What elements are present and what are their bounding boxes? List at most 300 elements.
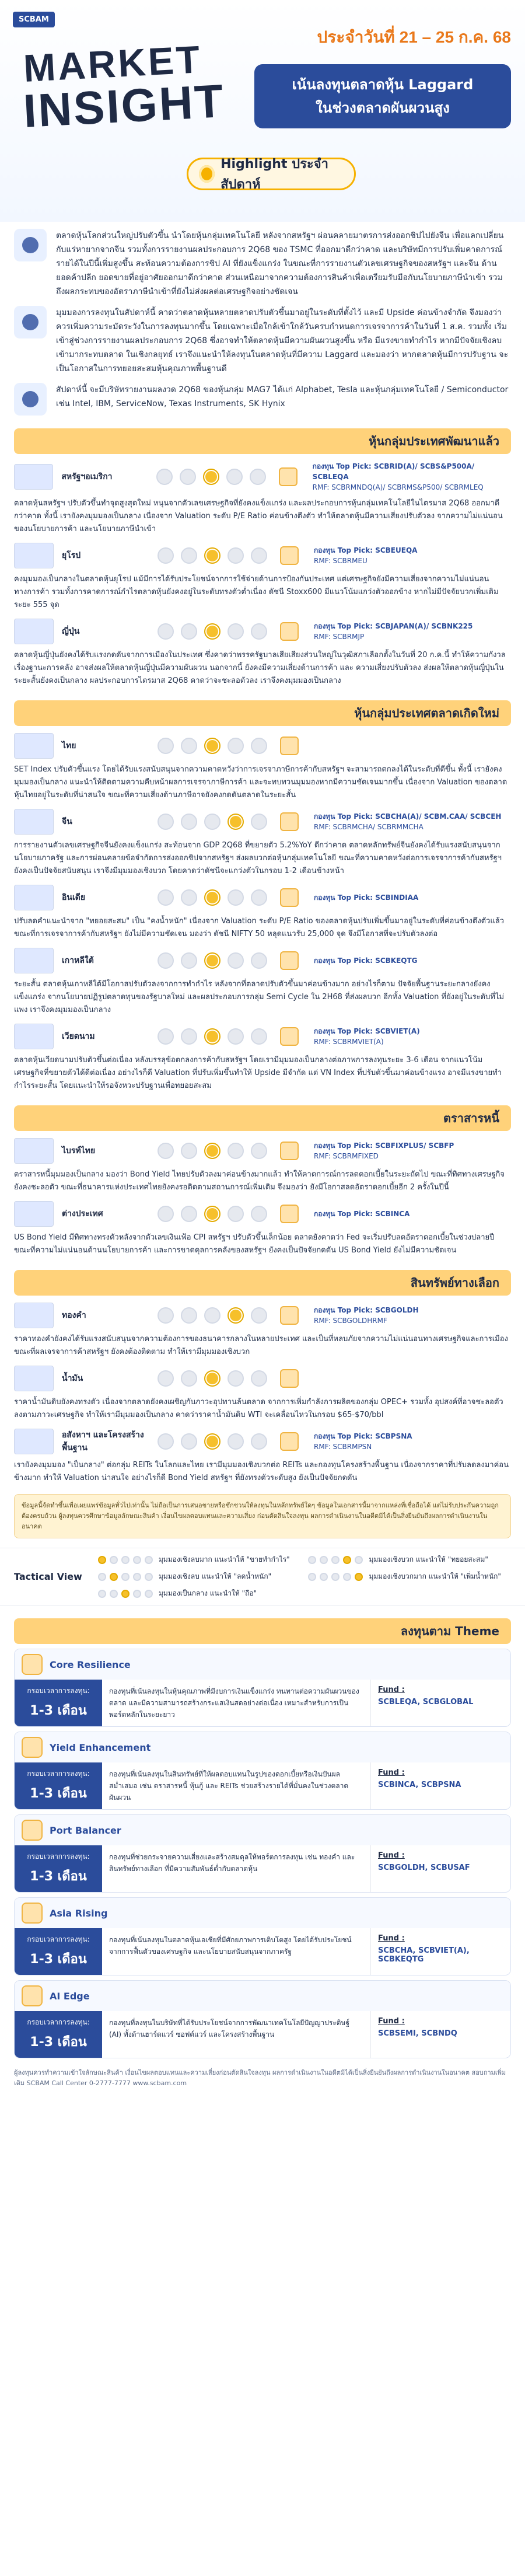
asset-item xyxy=(0,461,525,536)
theme-body xyxy=(15,1762,510,1809)
view-dot xyxy=(228,547,244,564)
legend-dot xyxy=(133,1556,141,1564)
brand-line1: MARKET xyxy=(22,37,204,90)
brand-logo: SCBAM xyxy=(13,12,55,27)
view-dot xyxy=(158,1433,174,1450)
asset-description: ระยะสั้น ตลาดหุ้นเกาหลีใต้มีโอกาสปรับตัวลงจากการทำกำไร หลังจากที่ตลาดปรับตัวขึ้นมาค่อนข้างมาก อย่างไรก็ตาม ปัจจัยพื้นฐานระยะกลางยังคงแข็งแกร่ง จากนโยบายปฏิรูปตลาดทุนของรัฐบาลใหม่ และผลประกอบการกลุ่ม Semi Cycle ใน 2H68 ที่ส่งผลบวก อีกทั้ง Valuation ที่ยังอยู่ในระดับที่ไม่แพง เราจึงคงมุมมองเป็นกลาง xyxy=(14,980,505,1014)
highlight-item xyxy=(14,306,511,376)
asset-description: ตราสารหนี้มุมมองเป็นกลาง มองว่า Bond Yield ไทยปรับตัวลงมาค่อนข้างมากแล้ว ทำให้คาดการณ์การลดดอกเบี้ยในระยะถัดไป ขณะที่ทิศทางเศรษฐกิจยังคงชะลอตัว ขณะที่ธนาคารแห่งประเทศไทยยังคงรอติดตามสถานการณ์เพิ่มเติม จึงมองว่า ยังมีโอกาสลดอัตราดอกเบี้ยอีก 2 ครั้งในปีนี้ xyxy=(14,1170,505,1192)
thumbs-up-icon xyxy=(280,546,299,565)
view-dot xyxy=(251,738,267,754)
view-meter xyxy=(158,1370,267,1387)
developed-list xyxy=(0,461,525,687)
legend-text: มุมมองเชิงลบมาก แนะนำให้ "ขายทำกำไร" xyxy=(159,1555,290,1563)
view-meter xyxy=(158,623,267,640)
legend-dot xyxy=(98,1590,106,1598)
legend-row xyxy=(308,1571,501,1582)
theme-card xyxy=(14,1980,511,2058)
view-meter xyxy=(158,1143,267,1159)
view-dot xyxy=(204,889,220,906)
asset-item xyxy=(0,809,525,878)
view-dot xyxy=(181,738,197,754)
theme-fund xyxy=(370,1845,510,1892)
fund-label: Fund : xyxy=(378,1768,405,1777)
section-bonds xyxy=(14,1105,511,1131)
theme-name: AI Edge xyxy=(50,1990,90,2002)
view-dot xyxy=(228,1028,244,1045)
legend-dot xyxy=(121,1573,130,1581)
thumbs-up-icon xyxy=(279,467,298,486)
legend-dot xyxy=(331,1573,340,1581)
flag-th xyxy=(14,733,54,759)
asset-name: อสังหาฯ และโครงสร้างพื้นฐาน xyxy=(62,1430,144,1453)
thumbs-up-icon xyxy=(280,812,299,831)
legend-dot xyxy=(308,1556,316,1564)
section-title: หุ้นกลุ่มประเทศพัฒนาแล้ว xyxy=(369,432,499,451)
theme-description: กองทุนที่เน้นลงทุนในตลาดหุ้นเอเชียที่มีศักยภาพการเติบโตสูง โดยได้รับประโยชน์จากการฟื้นตัวของเศรษฐกิจ และนโยบายสนับสนุนจากภาครัฐ xyxy=(109,1936,352,1956)
theme-body xyxy=(15,1845,510,1892)
top-pick-line2: RMF: SCBGOLDHRMF xyxy=(314,1317,387,1325)
view-meter xyxy=(158,738,267,754)
asset-item xyxy=(0,1201,525,1257)
period-label: กรอบเวลาการลงทุน: xyxy=(27,1852,90,1861)
view-dot xyxy=(228,1370,244,1387)
highlight-label: Highlight ประจำสัปดาห์ xyxy=(220,157,328,192)
view-dot xyxy=(251,1206,267,1222)
legend-dot xyxy=(133,1573,141,1581)
view-meter xyxy=(156,469,266,485)
legend-dot xyxy=(145,1590,153,1598)
top-pick-line1: กองทุน Top Pick: SCBEUEQA xyxy=(314,546,418,554)
bulb-icon xyxy=(199,165,215,183)
period-value: 1-3 เดือน xyxy=(30,2035,87,2050)
highlight-item xyxy=(14,229,511,299)
legend-dot xyxy=(110,1556,118,1564)
disclaimer: ข้อมูลนี้จัดทำขึ้นเพื่อเผยแพร่ข้อมูลทั่วไปเท่านั้น ไม่ถือเป็นการเสนอขายหรือชักชวนให้ลงทุนในหลักทรัพย์ใดๆ ข้อมูลในเอกสารนี้มาจากแหล่งที่เชื่อถือได้ แต่ไม่รับประกันความถูกต้องครบถ้วน ผู้ลงทุนควรศึกษาข้อมูลลักษณะสินค้า เงื่อนไขผลตอบแทนและความเสี่ยง ก่อนตัดสินใจลงทุน ผลการดำเนินงานในอดีตมิได้เป็นสิ่งยืนยันถึงผลการดำเนินงานในอนาคต xyxy=(14,1494,511,1538)
top-picks xyxy=(314,955,418,966)
fund-list: SCBINCA, SCBPSNA xyxy=(378,1781,461,1789)
period-label: กรอบเวลาการลงทุน: xyxy=(27,1687,90,1695)
asset-description: ราคาน้ำมันดิบยังคงทรงตัว เนื่องจากตลาดยังคงเผชิญกับภาวะอุปทานล้นตลาด จากการเพิ่มกำลังการผลิตของกลุ่ม OPEC+ รวมทั้ง อุปสงค์ที่อาจชะลอตัวลงตามภาวะเศรษฐกิจ ทำให้เรามีมุมมองเป็นกลาง คาดว่าราคาน้ำมันดิบ WTI จะเคลื่อนไหวในกรอบ $65-$70/bbl xyxy=(14,1398,503,1419)
view-dot xyxy=(251,1370,267,1387)
legend-meter xyxy=(308,1556,363,1564)
asset-description: ตลาดหุ้นสหรัฐฯ ปรับตัวขึ้นทำจุดสูงสุดใหม่ หนุนจากตัวเลขเศรษฐกิจที่ยังคงแข็งแกร่ง และผลประกอบการหุ้นกลุ่มเทคโนโลยีในไตรมาส 2Q68 ออกมาดีกว่าคาด ทั้งนี้ เรายังคงมุมมองเป็นกลาง เนื่องจาก Valuation ระดับ P/E Ratio ค่อนข้างตึงตัว ทำให้ตลาดหุ้นมีความเสี่ยงปรับตัวลง จากความไม่แน่นอนของนโยบายการค้า และนโยบายภาษีนำเข้า xyxy=(14,499,503,533)
asset-name: เวียดนาม xyxy=(62,1032,95,1041)
view-dot xyxy=(158,814,174,830)
view-dot xyxy=(251,1028,267,1045)
theme-period xyxy=(15,1845,102,1892)
view-dot xyxy=(228,1307,244,1324)
thumbs-up-icon xyxy=(280,737,299,755)
bank-icon xyxy=(14,306,47,338)
fund-list: SCBGOLDH, SCBUSAF xyxy=(378,1863,470,1872)
legend-dot xyxy=(121,1556,130,1564)
top-pick-line1: กองทุน Top Pick: SCBINCA xyxy=(314,1210,410,1218)
view-dot xyxy=(203,469,219,485)
theme-name: Yield Enhancement xyxy=(50,1741,151,1753)
section-themes xyxy=(14,1618,511,1644)
brand-title xyxy=(22,37,226,137)
theme-name: Asia Rising xyxy=(50,1907,108,1919)
view-dot xyxy=(204,814,220,830)
thumbs-up-icon xyxy=(280,1369,299,1388)
legend-dot xyxy=(320,1556,328,1564)
rising-arrow-icon xyxy=(22,1903,43,1924)
top-pick-line2: RMF: SCBRMFIXED xyxy=(314,1152,379,1160)
flag-cn xyxy=(14,809,54,835)
legend-text: มุมมองเชิงบวกมาก แนะนำให้ "เพิ่มน้ำหนัก" xyxy=(369,1572,501,1580)
thumbs-up-icon xyxy=(280,622,299,641)
top-pick-line1: กองทุน Top Pick: SCBJAPAN(A)/ SCBNK225 xyxy=(314,622,473,630)
section-emerging xyxy=(14,700,511,726)
legend-dot xyxy=(343,1573,351,1581)
view-dot xyxy=(158,1307,174,1324)
period-label: กรอบเวลาการลงทุน: xyxy=(27,1769,90,1778)
asset-name: เกาหลีใต้ xyxy=(62,956,94,965)
asset-row xyxy=(14,543,511,568)
view-meter xyxy=(158,952,267,969)
top-picks xyxy=(314,1140,454,1161)
period-value: 1-3 เดือน xyxy=(30,1952,87,1967)
top-picks xyxy=(314,1305,419,1326)
view-dot xyxy=(204,547,220,564)
asset-row xyxy=(14,1366,511,1391)
theme-box xyxy=(254,64,511,128)
view-dot xyxy=(251,623,267,640)
view-dot xyxy=(228,952,244,969)
top-pick-line1: กองทุน Top Pick: SCBCHA(A)/ SCBM.CAA/ SCBCEH xyxy=(314,812,502,821)
flag-jp xyxy=(14,619,54,644)
asset-row xyxy=(14,1138,511,1164)
coin-icon xyxy=(22,1737,43,1758)
view-dot xyxy=(180,469,196,485)
legend-text: มุมมองเชิงลบ แนะนำให้ "ลดน้ำหนัก" xyxy=(159,1572,272,1580)
asset-item xyxy=(0,543,525,612)
view-dot xyxy=(228,1206,244,1222)
tactical-label: Tactical View xyxy=(14,1571,82,1582)
gold-icon xyxy=(14,1303,54,1328)
highlight-list xyxy=(0,229,525,416)
view-dot xyxy=(181,547,197,564)
legend-dot xyxy=(110,1590,118,1598)
top-picks xyxy=(314,545,417,566)
theme-header xyxy=(15,1898,510,1928)
section-title: ตราสารหนี้ xyxy=(443,1109,499,1128)
view-dot xyxy=(251,1433,267,1450)
legend-row xyxy=(98,1588,290,1599)
emerging-list xyxy=(0,733,525,1092)
period-value: 1-3 เดือน xyxy=(30,1704,87,1718)
theme-line1: เน้นลงทุนตลาดหุ้น Laggard xyxy=(292,76,474,93)
asset-name: ไบรท์ไทย xyxy=(62,1146,96,1156)
top-pick-line2: RMF: SCBRMJP xyxy=(314,633,365,641)
fund-list: SCBLEQA, SCBGLOBAL xyxy=(378,1698,474,1706)
flag-world xyxy=(14,1201,54,1227)
asset-description: ตลาดหุ้นเวียดนามปรับตัวขึ้นต่อเนื่อง หลังบรรลุข้อตกลงการค้ากับสหรัฐฯ โดยเรามีมุมมองเป็นกลางต่อภาพการลงทุนระยะ 3-6 เดือน จากแนวโน้มเศรษฐกิจที่ขยายตัวได้ดีต่อเนื่อง อย่างไรก็ดี Valuation ที่ปรับเพิ่มขึ้นทำให้ Upside มีจำกัด แต่ VN Index ที่ปรับตัวขึ้นมาค่อนข้างแรง อาจมีแรงขายทำกำไรระยะสั้น โดยแนะนำให้รอจังหวะปรับฐานเพื่อทยอยสะสม xyxy=(14,1056,502,1090)
view-dot xyxy=(158,1370,174,1387)
section-title: ลงทุนตาม Theme xyxy=(400,1624,499,1638)
view-dot xyxy=(181,814,197,830)
asset-item xyxy=(0,1024,525,1092)
view-dot xyxy=(181,1307,197,1324)
view-dot xyxy=(181,1370,197,1387)
top-picks xyxy=(314,621,473,642)
legend-row xyxy=(98,1554,290,1565)
theme-fund xyxy=(370,2011,510,2058)
view-dot xyxy=(181,1028,197,1045)
balance-icon xyxy=(22,1820,43,1841)
calendar-icon xyxy=(14,383,47,416)
view-dot xyxy=(228,1433,244,1450)
view-dot xyxy=(204,623,220,640)
highlight-text: มุมมองการลงทุนในสัปดาห์นี้ คาดว่าตลาดหุ้นหลายตลาดปรับตัวขึ้นมาอยู่ในระดับที่ตั้งไว้ และมี Upside ค่อนข้างจำกัด จึงมองว่า ควรเพิ่มความระมัดระวังในการลงทุนมากขึ้น โดยเฉพาะเมื่อใกล้เข้าใกล้วันครบกำหนดการเจรจาการค้าในวันที่ 1 ส.ค. รวมทั้ง เริ่มเข้าสู่ช่วงการรายงานผลประกอบการ 2Q68 ซึ่งอาจทำให้ตลาดหุ้นมีความผันผวนสูงขึ้น หรือ มีแรงขายทำกำไร หากมีปัจจัยเชิงลบเข้ามากระทบตลาด ในเชิงกลยุทธ์ เราจึงแนะนำให้ลงทุนในตลาดหุ้นที่มีความ Laggard และมองว่า หากตลาดหุ้นมีการปรับฐาน จะเป็นโอกาสในการทยอยสะสมหุ้นคุณภาพพื้นฐานดี xyxy=(56,308,509,374)
legend-meter xyxy=(308,1573,363,1581)
view-dot xyxy=(158,1028,174,1045)
legend-dot xyxy=(145,1556,153,1564)
theme-body xyxy=(15,1680,510,1726)
legend-dot xyxy=(145,1573,153,1581)
brand-line2: INSIGHT xyxy=(22,75,226,137)
asset-row xyxy=(14,1303,511,1328)
fund-label: Fund : xyxy=(378,1685,405,1694)
theme-description: กองทุนที่เน้นลงทุนในสินทรัพย์ที่ให้ผลตอบแทนในรูปของดอกเบี้ยหรือเงินปันผลสม่ำเสมอ เช่น ตราสารหนี้ หุ้นกู้ และ REITs ช่วยสร้างรายได้ที่มั่นคงในช่วงตลาดผันผวน xyxy=(109,1770,349,1802)
asset-row xyxy=(14,733,511,759)
top-pick-line1: กองทุน Top Pick: SCBPSNA xyxy=(314,1432,412,1440)
top-pick-line1: กองทุน Top Pick: SCBKEQTG xyxy=(314,957,418,965)
view-dot xyxy=(158,547,174,564)
top-pick-line2: RMF: SCBRMNDQ(A)/ SCBRMS&P500/ SCBRMLEQ xyxy=(312,483,484,491)
view-dot xyxy=(181,1143,197,1159)
fund-list: SCBCHA, SCBVIET(A), SCBKEQTG xyxy=(378,1946,470,1964)
view-dot xyxy=(228,1143,244,1159)
top-pick-line1: กองทุน Top Pick: SCBFIXPLUS/ SCBFP xyxy=(314,1142,454,1150)
legend-meter xyxy=(98,1573,153,1581)
thumbs-up-icon xyxy=(280,951,299,970)
theme-fund xyxy=(370,1762,510,1809)
legend-row xyxy=(98,1571,290,1582)
asset-row xyxy=(14,1201,511,1227)
period-label: กรอบเวลาการลงทุน: xyxy=(27,1935,90,1943)
thumbs-up-icon xyxy=(280,888,299,907)
theme-name: Core Resilience xyxy=(50,1659,131,1670)
legend-dot xyxy=(355,1573,363,1581)
fund-label: Fund : xyxy=(378,1851,405,1860)
asset-name: จีน xyxy=(62,817,72,826)
view-dot xyxy=(251,952,267,969)
legend-row xyxy=(308,1554,501,1565)
flag-kr xyxy=(14,948,54,973)
thumbs-up-icon xyxy=(280,1306,299,1325)
view-dot xyxy=(204,1433,220,1450)
asset-item xyxy=(0,1429,525,1485)
view-dot xyxy=(181,889,197,906)
theme-header xyxy=(15,1981,510,2011)
view-meter xyxy=(158,814,267,830)
fund-list: SCBSEMI, SCBNDQ xyxy=(378,2029,457,2038)
shield-icon xyxy=(22,1654,43,1675)
legend-meter xyxy=(98,1590,153,1598)
footer: ผู้ลงทุนควรทำความเข้าใจลักษณะสินค้า เงื่อนไขผลตอบแทนและความเสี่ยงก่อนตัดสินใจลงทุน ผลการดำเนินงานในอดีตมิได้เป็นสิ่งยืนยันถึงผลการดำเนินงานในอนาคต สอบถามเพิ่มเติม SCBAM Call Center 0-2777-7777 www.scbam.com xyxy=(14,2069,506,2087)
theme-card xyxy=(14,1732,511,1810)
asset-name: ญี่ปุ่น xyxy=(62,627,80,636)
flag-vn xyxy=(14,1024,54,1049)
asset-item xyxy=(0,885,525,941)
view-dot xyxy=(204,738,220,754)
theme-period xyxy=(15,1680,102,1726)
themes-list xyxy=(0,1649,525,2058)
theme-description: กองทุนที่เน้นลงทุนในหุ้นคุณภาพที่มีงบการเงินแข็งแกร่ง ทนทานต่อความผันผวนของตลาด และมีความสามารถสร้างกระแสเงินสดอย่างต่อเนื่อง เหมาะสำหรับการเป็นพอร์ตหลักในระยะยาว xyxy=(109,1687,359,1719)
asset-row xyxy=(14,948,511,973)
view-dot xyxy=(228,814,244,830)
flag-us xyxy=(14,464,53,490)
view-dot xyxy=(228,889,244,906)
period-label: กรอบเวลาการลงทุน: xyxy=(27,2018,90,2026)
tactical-view xyxy=(0,1548,525,1605)
theme-card xyxy=(14,1649,511,1727)
tactical-legend xyxy=(98,1554,501,1599)
view-dot xyxy=(181,1433,197,1450)
theme-line2: ในช่วงตลาดผันผวนสูง xyxy=(316,100,450,116)
bonds-list xyxy=(0,1138,525,1257)
top-picks xyxy=(314,892,418,903)
asset-row xyxy=(14,619,511,644)
view-dot xyxy=(181,952,197,969)
theme-card xyxy=(14,1897,511,1975)
top-pick-line2: RMF: SCBRMEU xyxy=(314,557,368,565)
asset-name: ไทย xyxy=(62,741,76,751)
legend-dot xyxy=(98,1556,106,1564)
view-dot xyxy=(251,1307,267,1324)
period-value: 1-3 เดือน xyxy=(30,1786,87,1801)
section-title: สินทรัพย์ทางเลือก xyxy=(411,1273,499,1292)
view-dot xyxy=(204,1307,220,1324)
view-dot xyxy=(228,623,244,640)
alternatives-list xyxy=(0,1303,525,1485)
asset-description: SET Index ปรับตัวขึ้นแรง โดยได้รับแรงสนับสนุนจากความคาดหวังว่าการเจรจาภาษีการค้ากับสหรัฐฯ จะสามารถตกลงได้ในระดับที่ดีขึ้น ทั้งนี้ เรายังคงมุมมองเป็นกลาง แนะนำให้ติดตามความคืบหน้าผลการเจรจาภาษีการค้า และจะทบทวนมุมมองหากมีความชัดเจนมากขึ้น เนื่องจาก Valuation ของตลาดหุ้นไทยอยู่ในระดับที่น่าสนใจ ขณะที่ความเสี่ยงด้านภาษีอาจยังคงกดดันตลาดในระยะสั้น xyxy=(14,765,508,800)
section-developed xyxy=(14,428,511,454)
top-pick-line2: RMF: SCBRMCHA/ SCBRMMCHA xyxy=(314,823,424,831)
view-dot xyxy=(226,469,243,485)
top-picks xyxy=(314,1431,412,1452)
legend-text: มุมมองเป็นกลาง แนะนำให้ "ถือ" xyxy=(159,1589,257,1597)
top-pick-line1: กองทุน Top Pick: SCBVIET(A) xyxy=(314,1027,420,1035)
asset-name: น้ำมัน xyxy=(62,1374,83,1383)
top-picks xyxy=(314,1209,410,1219)
top-pick-line1: กองทุน Top Pick: SCBRID(A)/ SCBS&P500A/ SCBLEQA xyxy=(312,462,475,481)
theme-header xyxy=(15,1732,510,1762)
top-pick-line1: กองทุน Top Pick: SCBINDIAA xyxy=(314,893,419,902)
flag-in xyxy=(14,885,54,910)
view-dot xyxy=(204,1370,220,1387)
thumbs-up-icon xyxy=(280,1432,299,1451)
flag-th xyxy=(14,1138,54,1164)
asset-name: ต่างประเทศ xyxy=(62,1209,103,1219)
asset-name: ยุโรป xyxy=(62,551,81,560)
legend-text: มุมมองเชิงบวก แนะนำให้ "ทยอยสะสม" xyxy=(369,1555,488,1563)
asset-item xyxy=(0,1138,525,1194)
asset-description: ตลาดหุ้นญี่ปุ่นยังคงได้รับแรงกดดันจากการเมืองในประเทศ ซึ่งคาดว่าพรรครัฐบาลเสียเสียงส่วนใหญ่ในวุฒิสภาเลือกตั้งในวันที่ 20 ก.ค.นี้ ทำให้ความกังวลเรื่องฐานะการคลัง อาจส่งผลให้ตลาดหุ้นญี่ปุ่นมีความผันผวน นอกจากนี้ ยังคงมีความเสี่ยงด้านการค้า และ ความเสี่ยงปรับตัวลง ส่งผลให้ตลาดหุ้นญี่ปุ่นในระยะสั้นยังคงเป็นกลาง ผลประกอบการไตรมาส 2Q68 คาดว่าจะชะลอตัวลง เราจึงคงมุมมองเป็นกลาง xyxy=(14,651,506,685)
asset-item xyxy=(0,619,525,687)
top-pick-line1: กองทุน Top Pick: SCBGOLDH xyxy=(314,1306,419,1314)
asset-item xyxy=(0,733,525,802)
view-dot xyxy=(204,952,220,969)
asset-name: อินเดีย xyxy=(62,893,86,902)
legend-dot xyxy=(308,1573,316,1581)
view-dot xyxy=(251,889,267,906)
view-dot xyxy=(181,623,197,640)
view-dot xyxy=(158,738,174,754)
view-meter xyxy=(158,1433,267,1450)
chip-icon xyxy=(22,1985,43,2006)
building-icon xyxy=(14,1429,54,1454)
thumbs-up-icon xyxy=(280,1205,299,1223)
highlight-text: สัปดาห์นี้ จะมีบริษัทรายงานผลงวด 2Q68 ของหุ้นกลุ่ม MAG7 ได้แก่ Alphabet, Tesla และหุ้นกลุ่มเทคโนโลยี / Semiconductor เช่น Intel, IBM, ServiceNow, Texas Instruments, SK Hynix xyxy=(56,385,509,409)
view-meter xyxy=(158,1307,267,1324)
view-meter xyxy=(158,547,267,564)
asset-row xyxy=(14,1429,511,1454)
legend-dot xyxy=(355,1556,363,1564)
view-dot xyxy=(158,952,174,969)
theme-card xyxy=(14,1814,511,1893)
view-dot xyxy=(158,1143,174,1159)
section-alternatives xyxy=(14,1270,511,1296)
asset-row xyxy=(14,809,511,835)
hero xyxy=(0,0,525,222)
fund-label: Fund : xyxy=(378,2017,405,2026)
view-dot xyxy=(251,547,267,564)
section-title: หุ้นกลุ่มประเทศตลาดเกิดใหม่ xyxy=(354,704,499,722)
view-dot xyxy=(204,1143,220,1159)
asset-item xyxy=(0,1303,525,1359)
theme-header xyxy=(15,1649,510,1680)
view-dot xyxy=(158,1206,174,1222)
date-title: ประจำวันที่ 21 – 25 ก.ค. 68 xyxy=(317,28,511,46)
view-dot xyxy=(158,623,174,640)
view-dot xyxy=(204,1028,220,1045)
theme-body xyxy=(15,2011,510,2058)
view-meter xyxy=(158,889,267,906)
globe-icon xyxy=(14,229,47,261)
theme-description: กองทุนที่ลงทุนในบริษัทที่ได้รับประโยชน์จากการพัฒนาเทคโนโลยีปัญญาประดิษฐ์ (AI) ทั้งด้านฮาร์ดแวร์ ซอฟต์แวร์ และโครงสร้างพื้นฐาน xyxy=(109,2019,350,2039)
view-dot xyxy=(158,889,174,906)
legend-dot xyxy=(343,1556,351,1564)
top-pick-line2: RMF: SCBRMPSN xyxy=(314,1443,372,1451)
top-picks xyxy=(313,461,511,493)
asset-row xyxy=(14,461,511,493)
asset-row xyxy=(14,885,511,910)
view-dot xyxy=(251,1143,267,1159)
asset-description: US Bond Yield มีทิศทางทรงตัวหลังจากตัวเลขเงินเฟ้อ CPI สหรัฐฯ ปรับตัวขึ้นเล็กน้อย ตลาดยังคาดว่า Fed จะเริ่มปรับลดอัตราดอกเบี้ยในช่วงปลายปี ขณะที่ความไม่แน่นอนด้านนโยบายการค้า และการขาดดุลการคลังของสหรัฐฯ ยังคงเป็นปัจจัยกดดัน US Bond Yield ยังไม่มีความชัดเจน xyxy=(14,1233,495,1255)
view-dot xyxy=(228,738,244,754)
view-meter xyxy=(158,1206,267,1222)
theme-period xyxy=(15,1762,102,1809)
asset-name: ทองคำ xyxy=(62,1311,86,1320)
theme-header xyxy=(15,1815,510,1845)
thumbs-up-icon xyxy=(280,1142,299,1160)
thumbs-up-icon xyxy=(280,1027,299,1046)
legend-dot xyxy=(110,1573,118,1581)
legend-dot xyxy=(98,1573,106,1581)
legend-dot xyxy=(121,1590,130,1598)
view-dot xyxy=(251,814,267,830)
legend-dot xyxy=(331,1556,340,1564)
period-value: 1-3 เดือน xyxy=(30,1869,87,1884)
flag-eu xyxy=(14,543,54,568)
asset-description: การรายงานตัวเลขเศรษฐกิจจีนยังคงแข็งแกร่ง สะท้อนจาก GDP 2Q68 ที่ขยายตัว 5.2%YoY ดีกว่าคาด ตลาดหลักทรัพย์จีนยังคงได้รับแรงสนับสนุนจากนโยบายภาครัฐ และการผ่อนคลายข้อจำกัดการส่งออกชิปจากสหรัฐฯ ส่งผลบวกต่อหุ้นกลุ่มเทคโนโลยี ขณะที่ความคาดหวังต่อการเจรจาการค้ากับสหรัฐฯ ยังคงเป็นปัจจัยสนับสนุน เราจึงมีมุมมองเชิงบวก โดยคาดว่าดัชนีจะแกว่งตัวในกรอบ 1-2 เดือนข้างหน้า xyxy=(14,841,502,875)
asset-description: เรายังคงมุมมอง "เป็นกลาง" ต่อกลุ่ม REITs ในโลกและไทย เรามีมุมมองเชิงบวกต่อ REITs และกองทุนโครงสร้างพื้นฐาน เนื่องจากราคาที่ปรับลดลงมาค่อนข้างมาก ทำให้ Valuation น่าสนใจ อย่างไรก็ดี Bond Yield สหรัฐฯ ที่ยังทรงตัวระดับสูง ยังเป็นปัจจัยกดดัน xyxy=(14,1461,509,1482)
theme-period xyxy=(15,1928,102,1975)
theme-body xyxy=(15,1928,510,1975)
